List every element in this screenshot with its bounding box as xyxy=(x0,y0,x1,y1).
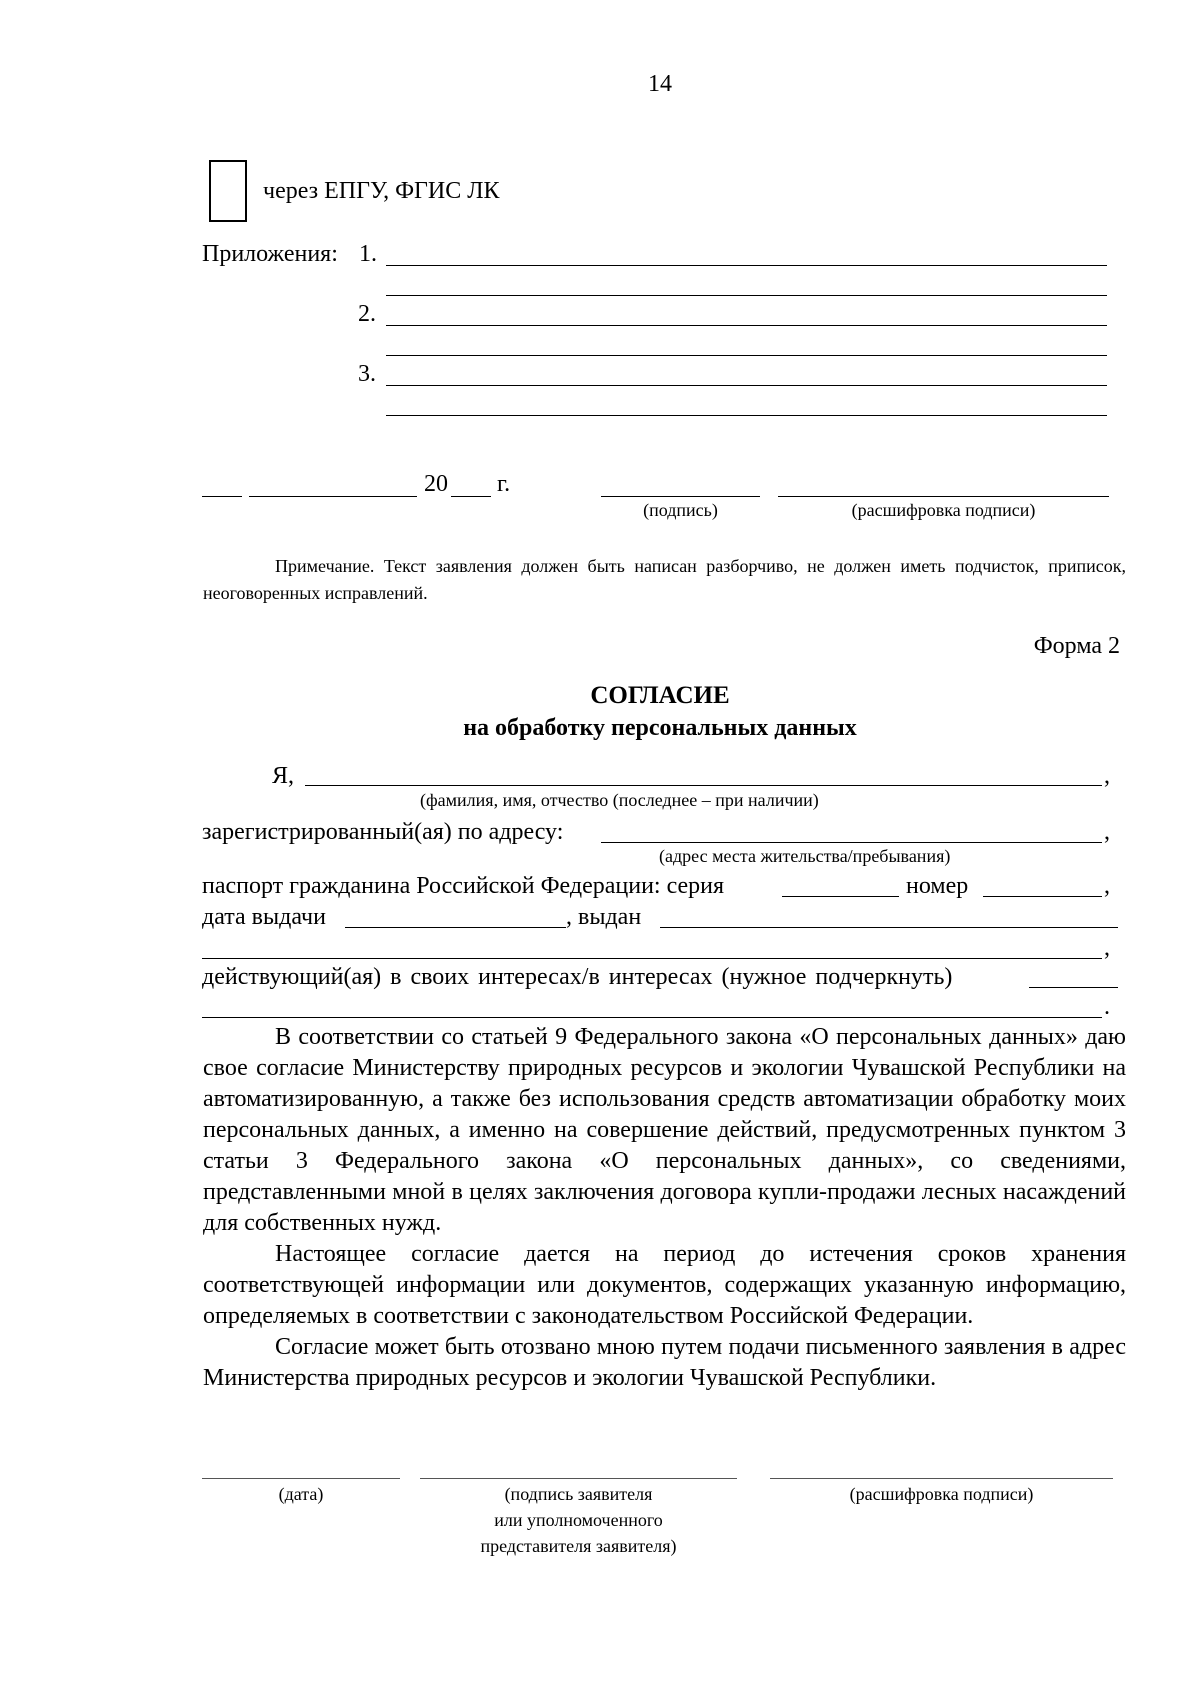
issued-by-label: , выдан xyxy=(566,904,642,930)
footer-signature-caption-1: (подпись заявителя xyxy=(504,1484,653,1504)
date-day-line[interactable] xyxy=(202,496,242,497)
address-label: зарегистрированный(ая) по адресу: xyxy=(202,819,564,845)
passport-number-label: номер xyxy=(906,873,969,899)
signature-decoding-line[interactable] xyxy=(778,496,1109,497)
acting-label: действующий(ая) в своих интересах/в интересах (нужное подчеркнуть) xyxy=(202,964,953,990)
attachment-number-3: 3. xyxy=(358,361,376,387)
issued-by-line[interactable] xyxy=(660,927,1118,928)
signature-line[interactable] xyxy=(601,496,760,497)
footer-signature-caption-3: представителя заявителя) xyxy=(480,1536,677,1556)
attachment-line-3a[interactable] xyxy=(386,385,1107,386)
attachment-line-2a[interactable] xyxy=(386,325,1107,326)
consent-paragraph-3: Согласие может быть отозвано мною путем подачи письменного заявления в адрес Министерства природных ресурсов и экологии Чувашской Республики. xyxy=(203,1334,1126,1391)
attachments-label: Приложения: xyxy=(202,241,338,267)
attachment-line-1a[interactable] xyxy=(386,265,1107,266)
footer-date-line[interactable] xyxy=(202,1478,400,1479)
attachment-number-2: 2. xyxy=(358,301,376,327)
fio-comma: , xyxy=(1104,763,1110,789)
signature-decoding-caption: (расшифровка подписи) xyxy=(851,500,1036,520)
address-comma: , xyxy=(1104,819,1110,845)
footer-date-caption: (дата) xyxy=(278,1484,324,1504)
attachment-number-1: 1. xyxy=(359,241,377,267)
attachment-line-1b[interactable] xyxy=(386,295,1107,296)
acting-period: . xyxy=(1104,994,1110,1020)
consent-body xyxy=(203,1022,1126,1394)
issued-by-line-continued[interactable] xyxy=(202,958,1102,959)
attachment-line-2b[interactable] xyxy=(386,355,1107,356)
date-year-line[interactable] xyxy=(451,496,491,497)
passport-comma: , xyxy=(1104,873,1110,899)
fio-caption: (фамилия, имя, отчество (последнее – при наличии) xyxy=(420,790,819,810)
consent-paragraph-1: В соответствии со статьей 9 Федерального закона «О персональных данных» даю свое согласие Министерству природных ресурсов и экологии Чувашской Республики на автоматизированную, а также без использования средств автоматизации обработку моих персональных данных, а именно на совершение действий, предусмотренных пунктом 3 статьи 3 Федерального закона «О персональных данных», со сведениями, представленными мной в целях заключения договора купли-продажи лесных насаждений для собственных нужд. xyxy=(203,1024,1126,1236)
signature-caption: (подпись) xyxy=(643,500,718,520)
passport-number-line[interactable] xyxy=(983,896,1102,897)
address-caption: (адрес места жительства/пребывания) xyxy=(659,846,951,866)
acting-line-continued[interactable] xyxy=(202,1017,1102,1018)
form-label: Форма 2 xyxy=(1033,633,1120,659)
consent-paragraph-2: Настоящее согласие дается на период до истечения сроков хранения соответствующей информации или документов, содержащих указанную информацию, определяемых в соответствии с законодательством Российской Федерации. xyxy=(203,1241,1126,1329)
consent-title: СОГЛАСИЕ xyxy=(590,682,730,709)
passport-label: паспорт гражданина Российской Федерации: серия xyxy=(202,873,725,899)
footer-decoding-caption: (расшифровка подписи) xyxy=(849,1484,1034,1504)
footer-decoding-line[interactable] xyxy=(770,1478,1113,1479)
consent-subtitle: на обработку персональных данных xyxy=(463,715,857,741)
page-number: 14 xyxy=(648,71,672,97)
date-year-suffix: г. xyxy=(497,471,511,497)
issue-date-label: дата выдачи xyxy=(202,904,326,930)
fio-line[interactable] xyxy=(305,785,1102,786)
passport-series-line[interactable] xyxy=(782,896,899,897)
delivery-option-label: через ЕПГУ, ФГИС ЛК xyxy=(263,178,500,204)
footer-signature-caption-2: или уполномоченного xyxy=(494,1510,663,1530)
attachment-line-3b[interactable] xyxy=(386,415,1107,416)
i-label: Я, xyxy=(272,763,295,789)
address-line[interactable] xyxy=(601,842,1102,843)
issued-by-comma: , xyxy=(1104,935,1110,961)
delivery-checkbox[interactable] xyxy=(209,160,247,222)
footer-signature-line[interactable] xyxy=(420,1478,737,1479)
date-month-line[interactable] xyxy=(249,496,417,497)
date-year-prefix: 20 xyxy=(424,471,448,497)
issue-date-line[interactable] xyxy=(345,927,566,928)
application-note: Примечание. Текст заявления должен быть написан разборчиво, не должен иметь подчисток, приписок, неоговоренных исправлений. xyxy=(203,556,1126,603)
acting-line-end[interactable] xyxy=(1029,987,1118,988)
